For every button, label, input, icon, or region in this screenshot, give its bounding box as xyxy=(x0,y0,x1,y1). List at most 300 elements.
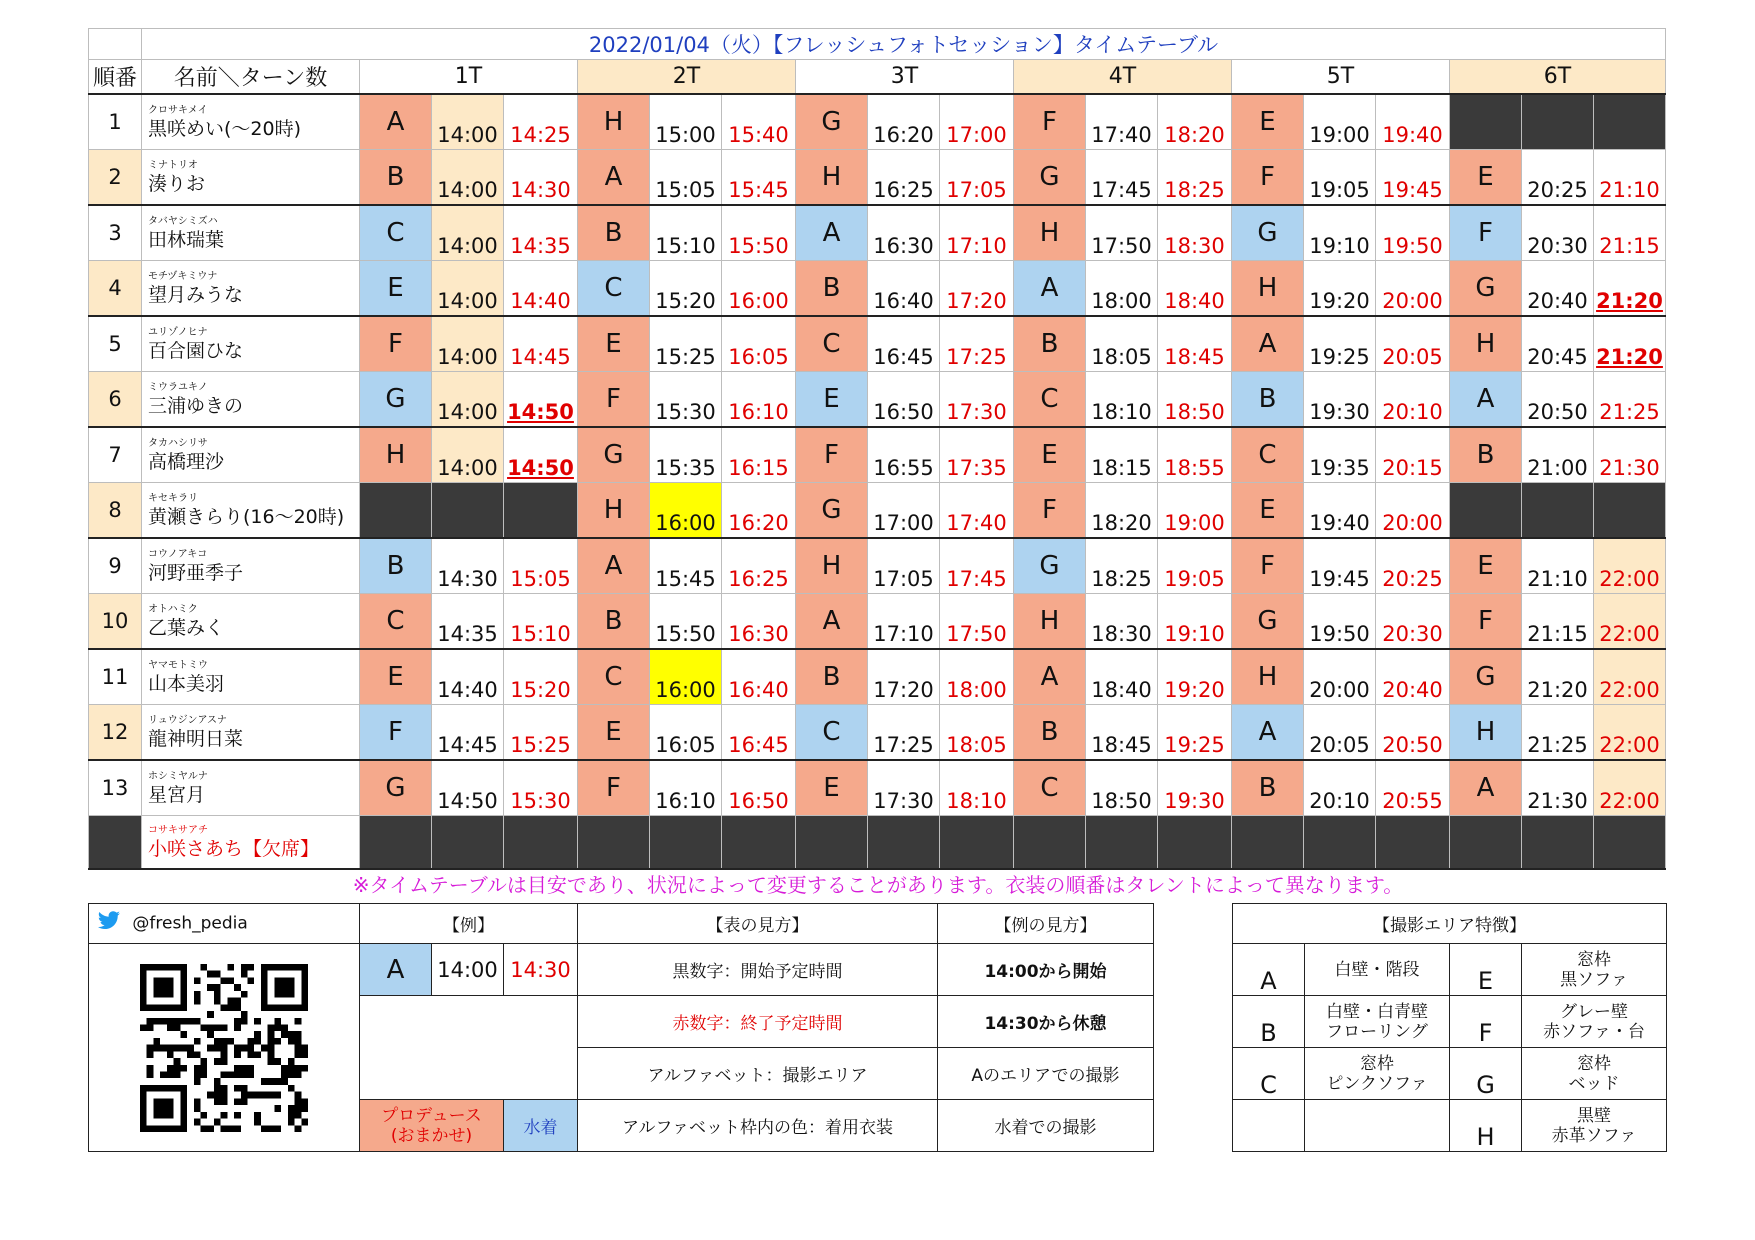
start-time: 15:50 xyxy=(650,594,722,650)
turn-header-5: 5T xyxy=(1232,60,1450,95)
talent-kana: クロサキメイ xyxy=(148,104,208,116)
end-time: 18:20 xyxy=(1158,94,1232,150)
area-code xyxy=(1233,1100,1305,1152)
end-time: 14:40 xyxy=(504,261,578,317)
empty-slot xyxy=(432,483,504,539)
area-letter: H xyxy=(360,427,432,483)
area-letter: F xyxy=(578,760,650,816)
area-description: 窓枠 黒ソファ xyxy=(1522,944,1667,996)
end-time: 15:40 xyxy=(722,94,796,150)
end-time: 18:50 xyxy=(1158,372,1232,428)
area-letter: F xyxy=(360,316,432,372)
start-time: 14:00 xyxy=(432,316,504,372)
row-number: 4 xyxy=(89,261,142,317)
end-time: 17:40 xyxy=(940,483,1014,539)
example-end-time: 14:30 xyxy=(504,944,578,996)
area-description: 窓枠 ピンクソファ xyxy=(1305,1048,1450,1100)
turn-header-6: 6T xyxy=(1450,60,1666,95)
schedule-row xyxy=(89,94,1666,150)
page-title: 2022/01/04（火）【フレッシュフォトセッション】タイムテーブル xyxy=(142,29,1666,60)
start-time: 16:10 xyxy=(650,760,722,816)
area-letter: A xyxy=(1232,705,1304,761)
end-time: 18:55 xyxy=(1158,427,1232,483)
talent-name-cell xyxy=(142,427,360,483)
empty-slot xyxy=(1594,816,1666,870)
end-time: 17:50 xyxy=(940,594,1014,650)
area-letter: B xyxy=(578,205,650,261)
start-time: 18:00 xyxy=(1086,261,1158,317)
end-time: 16:10 xyxy=(722,372,796,428)
area-letter: B xyxy=(578,594,650,650)
start-time: 16:00 xyxy=(650,483,722,539)
area-features-header: 【撮影エリア特徴】 xyxy=(1233,904,1667,944)
start-time: 16:50 xyxy=(868,372,940,428)
talent-kana: ミウラユキノ xyxy=(148,381,208,393)
how-to-read-header: 【表の見方】 xyxy=(578,904,938,944)
turn-header-3: 3T xyxy=(796,60,1014,95)
empty-slot xyxy=(360,483,432,539)
talent-name: 田林瑞葉 xyxy=(148,228,225,251)
end-time: 20:30 xyxy=(1376,594,1450,650)
schedule-row xyxy=(89,705,1666,761)
start-time: 19:10 xyxy=(1304,205,1376,261)
talent-kana: ホシミヤルナ xyxy=(148,770,208,782)
start-time: 20:30 xyxy=(1522,205,1594,261)
area-features-table xyxy=(1232,903,1667,1152)
area-letter: C xyxy=(1232,427,1304,483)
empty-slot xyxy=(722,816,796,870)
start-time: 14:35 xyxy=(432,594,504,650)
area-letter: C xyxy=(360,594,432,650)
area-code: B xyxy=(1233,996,1305,1048)
talent-name: 黒咲めい(～20時) xyxy=(148,117,302,140)
area-letter: G xyxy=(578,427,650,483)
end-time: 16:40 xyxy=(722,649,796,705)
area-letter: H xyxy=(1232,261,1304,317)
area-letter: E xyxy=(578,316,650,372)
end-time: 21:30 xyxy=(1594,427,1666,483)
qr-code[interactable] xyxy=(140,964,308,1132)
end-time: 19:45 xyxy=(1376,150,1450,206)
start-time: 16:25 xyxy=(868,150,940,206)
how-red-number: 赤数字：終了予定時間 xyxy=(578,996,938,1048)
row-number: 7 xyxy=(89,427,142,483)
twitter-handle[interactable] xyxy=(89,904,360,944)
talent-name-cell xyxy=(142,538,360,594)
end-time: 15:45 xyxy=(722,150,796,206)
area-feature-row xyxy=(1233,1048,1667,1100)
end-time: 20:00 xyxy=(1376,261,1450,317)
end-time: 18:25 xyxy=(1158,150,1232,206)
start-time: 17:40 xyxy=(1086,94,1158,150)
end-time: 21:25 xyxy=(1594,372,1666,428)
start-time: 21:00 xyxy=(1522,427,1594,483)
area-letter: E xyxy=(360,261,432,317)
start-time: 15:05 xyxy=(650,150,722,206)
example-header: 【例】 xyxy=(360,904,578,944)
empty-slot xyxy=(940,816,1014,870)
area-letter: C xyxy=(1014,760,1086,816)
area-letter: A xyxy=(360,94,432,150)
start-time: 18:25 xyxy=(1086,538,1158,594)
end-time: 21:15 xyxy=(1594,205,1666,261)
start-time: 18:50 xyxy=(1086,760,1158,816)
talent-kana: キセキラリ xyxy=(148,492,198,504)
area-letter: H xyxy=(1450,705,1522,761)
empty-slot xyxy=(868,816,940,870)
end-time: 16:15 xyxy=(722,427,796,483)
schedule-row xyxy=(89,483,1666,539)
talent-name: 河野亜季子 xyxy=(148,561,244,584)
start-time: 14:00 xyxy=(432,94,504,150)
example-start-reading: 14:00から開始 xyxy=(938,944,1154,996)
empty-slot xyxy=(504,483,578,539)
start-time: 19:20 xyxy=(1304,261,1376,317)
empty-slot xyxy=(796,816,868,870)
start-time: 17:30 xyxy=(868,760,940,816)
twitter-bird-icon xyxy=(97,911,121,936)
talent-name-cell xyxy=(142,150,360,206)
end-time: 15:10 xyxy=(504,594,578,650)
area-letter: A xyxy=(1014,649,1086,705)
start-time: 17:45 xyxy=(1086,150,1158,206)
end-time: 16:45 xyxy=(722,705,796,761)
how-box-color: アルファベット枠内の色：着用衣装 xyxy=(578,1100,938,1152)
example-area-letter: A xyxy=(360,944,432,996)
area-letter: H xyxy=(1232,649,1304,705)
start-time: 20:25 xyxy=(1522,150,1594,206)
area-letter: G xyxy=(1450,261,1522,317)
area-letter: H xyxy=(578,483,650,539)
area-letter: F xyxy=(1232,538,1304,594)
talent-name-cell xyxy=(142,705,360,761)
area-letter: E xyxy=(360,649,432,705)
end-time: 19:40 xyxy=(1376,94,1450,150)
start-time: 17:05 xyxy=(868,538,940,594)
empty-slot xyxy=(1594,94,1666,150)
area-letter: E xyxy=(1450,538,1522,594)
area-letter: B xyxy=(796,261,868,317)
empty-slot xyxy=(1376,816,1450,870)
start-time: 16:45 xyxy=(868,316,940,372)
start-time: 15:35 xyxy=(650,427,722,483)
how-black-number: 黒数字：開始予定時間 xyxy=(578,944,938,996)
area-description: 白壁・階段 xyxy=(1305,944,1450,996)
talent-name: 龍神明日菜 xyxy=(148,727,244,750)
end-time: 22:00 xyxy=(1594,705,1666,761)
talent-kana: ミナトリオ xyxy=(148,159,198,171)
start-time: 18:45 xyxy=(1086,705,1158,761)
start-time: 16:30 xyxy=(868,205,940,261)
area-letter: B xyxy=(360,150,432,206)
area-letter: F xyxy=(1014,94,1086,150)
area-letter: E xyxy=(796,760,868,816)
end-time: 16:50 xyxy=(722,760,796,816)
row-number: 2 xyxy=(89,150,142,206)
start-time: 14:40 xyxy=(432,649,504,705)
timetable-sheet xyxy=(88,28,1666,870)
end-time: 22:00 xyxy=(1594,538,1666,594)
end-time: 21:10 xyxy=(1594,150,1666,206)
talent-name: 黄瀬きらり(16～20時) xyxy=(148,505,345,528)
start-time: 14:00 xyxy=(432,427,504,483)
turn-header-2: 2T xyxy=(578,60,796,95)
end-time: 22:00 xyxy=(1594,760,1666,816)
area-letter: F xyxy=(1232,150,1304,206)
start-time: 18:30 xyxy=(1086,594,1158,650)
end-time: 16:30 xyxy=(722,594,796,650)
turn-header-4: 4T xyxy=(1014,60,1232,95)
area-letter: B xyxy=(1450,427,1522,483)
area-feature-row xyxy=(1233,996,1667,1048)
empty-slot xyxy=(504,816,578,870)
talent-kana: タカハシリサ xyxy=(148,437,208,449)
row-number: 13 xyxy=(89,760,142,816)
end-time: 19:50 xyxy=(1376,205,1450,261)
start-time: 21:30 xyxy=(1522,760,1594,816)
start-time: 15:00 xyxy=(650,94,722,150)
talent-name: 山本美羽 xyxy=(148,672,225,695)
end-time: 16:00 xyxy=(722,261,796,317)
end-time: 21:20 xyxy=(1594,261,1666,317)
start-time: 16:55 xyxy=(868,427,940,483)
start-time: 19:40 xyxy=(1304,483,1376,539)
area-code: E xyxy=(1450,944,1522,996)
talent-kana: モチヅキミウナ xyxy=(148,270,218,282)
area-letter: E xyxy=(1232,483,1304,539)
area-letter: G xyxy=(796,483,868,539)
empty-slot xyxy=(1158,816,1232,870)
end-time: 15:05 xyxy=(504,538,578,594)
area-code: F xyxy=(1450,996,1522,1048)
talent-kana: コサキサアチ xyxy=(148,824,208,836)
end-time: 20:05 xyxy=(1376,316,1450,372)
talent-name: 星宮月 xyxy=(148,783,206,806)
area-letter: C xyxy=(578,649,650,705)
talent-name: 三浦ゆきの xyxy=(148,394,244,417)
talent-name: 湊りお xyxy=(148,172,206,195)
empty-slot xyxy=(1450,816,1522,870)
empty-slot xyxy=(1594,483,1666,539)
start-time: 19:35 xyxy=(1304,427,1376,483)
schedule-row xyxy=(89,594,1666,650)
start-time: 21:10 xyxy=(1522,538,1594,594)
talent-name: 乙葉みく xyxy=(148,616,225,639)
area-letter: H xyxy=(1450,316,1522,372)
area-letter: A xyxy=(796,594,868,650)
area-code: H xyxy=(1450,1100,1522,1152)
talent-name: 小咲さあち【欠席】 xyxy=(148,837,320,860)
row-number: 6 xyxy=(89,372,142,428)
area-letter: B xyxy=(360,538,432,594)
area-letter: A xyxy=(578,538,650,594)
start-time: 18:10 xyxy=(1086,372,1158,428)
area-letter: B xyxy=(1014,316,1086,372)
start-time: 14:00 xyxy=(432,150,504,206)
how-alphabet: アルファベット：撮影エリア xyxy=(578,1048,938,1100)
schedule-row xyxy=(89,538,1666,594)
end-time: 14:35 xyxy=(504,205,578,261)
row-number: 8 xyxy=(89,483,142,539)
start-time: 20:45 xyxy=(1522,316,1594,372)
end-time: 20:40 xyxy=(1376,649,1450,705)
start-time: 18:40 xyxy=(1086,649,1158,705)
area-letter: C xyxy=(796,705,868,761)
talent-name-cell xyxy=(142,649,360,705)
area-letter: F xyxy=(1014,483,1086,539)
start-time: 18:05 xyxy=(1086,316,1158,372)
end-time: 14:25 xyxy=(504,94,578,150)
schedule-row xyxy=(89,150,1666,206)
area-letter: A xyxy=(1232,316,1304,372)
talent-name-cell xyxy=(142,483,360,539)
area-feature-row xyxy=(1233,1100,1667,1152)
end-time: 15:30 xyxy=(504,760,578,816)
talent-name-cell xyxy=(142,816,360,870)
end-time: 19:30 xyxy=(1158,760,1232,816)
start-time: 21:25 xyxy=(1522,705,1594,761)
talent-name-cell xyxy=(142,261,360,317)
area-letter: E xyxy=(578,705,650,761)
end-time: 14:45 xyxy=(504,316,578,372)
start-time: 15:10 xyxy=(650,205,722,261)
start-time: 16:00 xyxy=(650,649,722,705)
talent-kana: ヤマモトミウ xyxy=(148,659,208,671)
produce-costume-swatch: プロデュース (おまかせ) xyxy=(360,1100,504,1152)
end-time: 18:00 xyxy=(940,649,1014,705)
start-time: 20:40 xyxy=(1522,261,1594,317)
name-header: 名前＼ターン数 xyxy=(142,60,360,95)
row-number: 11 xyxy=(89,649,142,705)
talent-kana: リュウジンアスナ xyxy=(148,714,227,726)
twitter-handle-text: @fresh_pedia xyxy=(132,913,248,934)
area-letter: C xyxy=(1014,372,1086,428)
empty-slot xyxy=(650,816,722,870)
end-time: 18:05 xyxy=(940,705,1014,761)
area-description: 黒壁 赤革ソファ xyxy=(1522,1100,1667,1152)
talent-kana: コウノアキコ xyxy=(148,548,208,560)
end-time: 19:20 xyxy=(1158,649,1232,705)
start-time: 14:45 xyxy=(432,705,504,761)
end-time: 19:10 xyxy=(1158,594,1232,650)
start-time: 21:20 xyxy=(1522,649,1594,705)
start-time: 17:50 xyxy=(1086,205,1158,261)
area-letter: A xyxy=(578,150,650,206)
area-description: 窓枠 ベッド xyxy=(1522,1048,1667,1100)
talent-name-cell xyxy=(142,316,360,372)
area-letter: B xyxy=(1232,372,1304,428)
end-time: 14:30 xyxy=(504,150,578,206)
end-time: 19:00 xyxy=(1158,483,1232,539)
schedule-row xyxy=(89,372,1666,428)
start-time: 15:45 xyxy=(650,538,722,594)
row-number: 9 xyxy=(89,538,142,594)
end-time: 18:30 xyxy=(1158,205,1232,261)
schedule-row xyxy=(89,205,1666,261)
area-code: G xyxy=(1450,1048,1522,1100)
area-letter: G xyxy=(1232,205,1304,261)
start-time: 21:15 xyxy=(1522,594,1594,650)
area-letter: B xyxy=(1014,705,1086,761)
end-time: 18:40 xyxy=(1158,261,1232,317)
row-number: 3 xyxy=(89,205,142,261)
empty-slot xyxy=(1450,483,1522,539)
schedule-row xyxy=(89,427,1666,483)
area-letter: B xyxy=(1232,760,1304,816)
end-time: 17:20 xyxy=(940,261,1014,317)
area-letter: F xyxy=(360,705,432,761)
talent-name-cell xyxy=(142,594,360,650)
legend-table xyxy=(88,903,1154,1152)
area-letter: E xyxy=(1014,427,1086,483)
area-letter: G xyxy=(1232,594,1304,650)
end-time: 17:35 xyxy=(940,427,1014,483)
end-time: 15:25 xyxy=(504,705,578,761)
area-letter: E xyxy=(1450,150,1522,206)
start-time: 17:00 xyxy=(868,483,940,539)
timetable xyxy=(88,28,1666,870)
area-letter: C xyxy=(796,316,868,372)
end-time: 14:50 xyxy=(504,372,578,428)
example-area-reading: Aのエリアでの撮影 xyxy=(938,1048,1154,1100)
start-time: 20:50 xyxy=(1522,372,1594,428)
row-number: 5 xyxy=(89,316,142,372)
talent-name-cell xyxy=(142,760,360,816)
start-time: 16:40 xyxy=(868,261,940,317)
area-letter: F xyxy=(796,427,868,483)
start-time: 19:25 xyxy=(1304,316,1376,372)
row-number: 12 xyxy=(89,705,142,761)
row-number xyxy=(89,816,142,870)
end-time: 16:20 xyxy=(722,483,796,539)
area-description: グレー壁 赤ソファ・台 xyxy=(1522,996,1667,1048)
qr-code-cell xyxy=(89,944,360,1152)
area-letter: H xyxy=(796,538,868,594)
area-letter: E xyxy=(1232,94,1304,150)
area-letter: G xyxy=(1450,649,1522,705)
start-time: 18:15 xyxy=(1086,427,1158,483)
empty-slot xyxy=(1522,483,1594,539)
end-time: 20:25 xyxy=(1376,538,1450,594)
end-time: 14:50 xyxy=(504,427,578,483)
area-description xyxy=(1305,1100,1450,1152)
area-code: A xyxy=(1233,944,1305,996)
schedule-row xyxy=(89,649,1666,705)
start-time: 20:05 xyxy=(1304,705,1376,761)
title-corner xyxy=(89,29,142,60)
area-letter: H xyxy=(1014,205,1086,261)
schedule-row xyxy=(89,261,1666,317)
empty-slot xyxy=(432,816,504,870)
area-letter: H xyxy=(796,150,868,206)
area-letter: A xyxy=(1450,760,1522,816)
start-time: 20:00 xyxy=(1304,649,1376,705)
area-letter: B xyxy=(796,649,868,705)
end-time: 17:45 xyxy=(940,538,1014,594)
area-letter: C xyxy=(360,205,432,261)
area-letter: H xyxy=(578,94,650,150)
area-letter: G xyxy=(796,94,868,150)
start-time: 14:30 xyxy=(432,538,504,594)
start-time: 15:25 xyxy=(650,316,722,372)
start-time: 17:20 xyxy=(868,649,940,705)
end-time: 17:00 xyxy=(940,94,1014,150)
talent-kana: オトハミク xyxy=(148,603,198,615)
start-time: 16:05 xyxy=(650,705,722,761)
end-time: 20:00 xyxy=(1376,483,1450,539)
end-time: 17:05 xyxy=(940,150,1014,206)
talent-name: 望月みうな xyxy=(148,283,244,306)
